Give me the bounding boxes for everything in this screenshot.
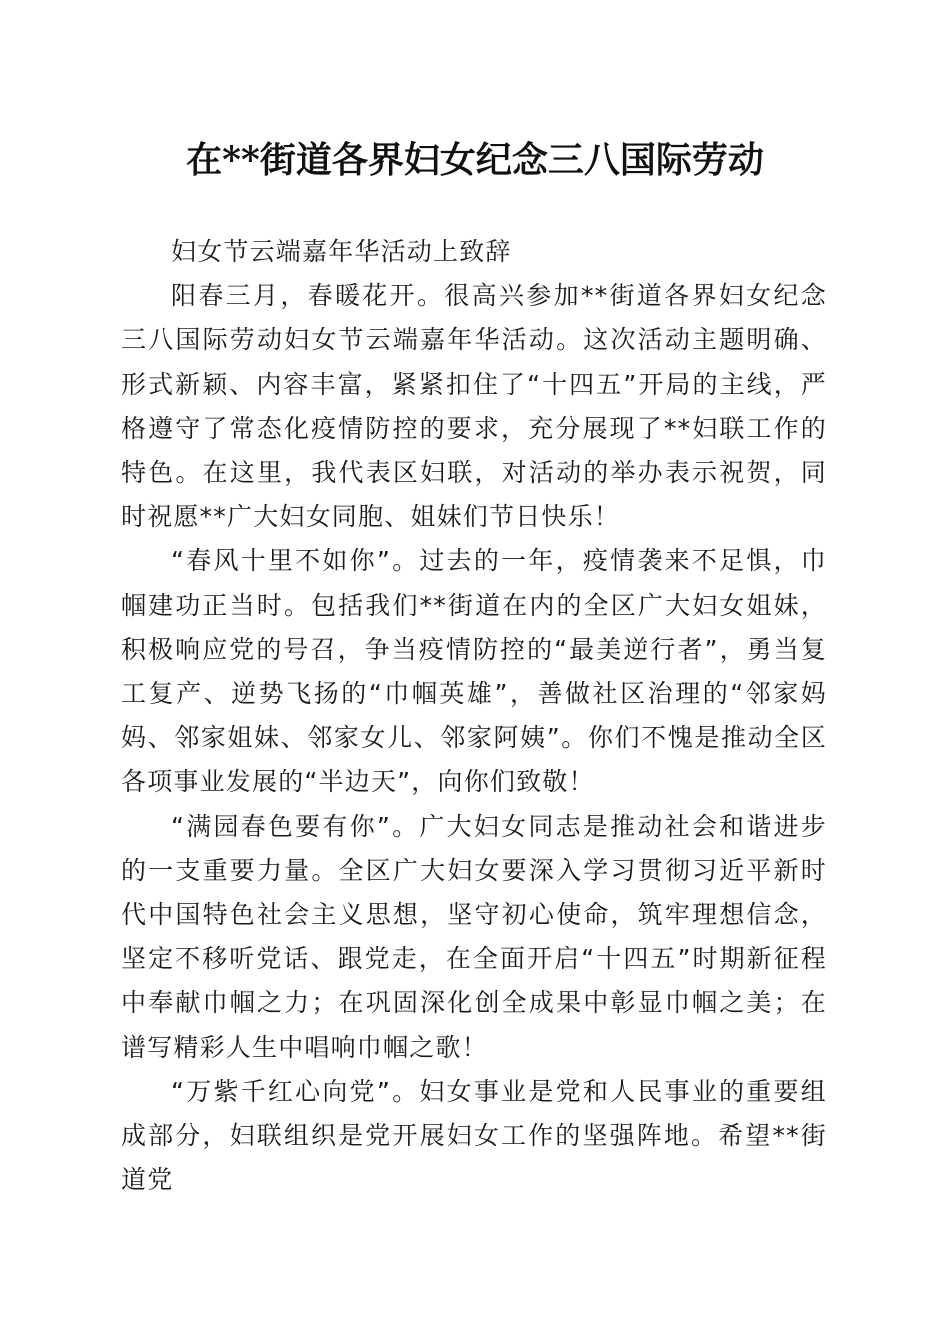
paragraph-opening: 阳春三月，春暖花开。很高兴参加**街道各界妇女纪念三八国际劳动妇女节云端嘉年华活动。这次活动主题明确、形式新颖、内容丰富，紧紧扣住了“十四五”开局的主线，严格遵守了常态化疫情防控的要求，充分展现了**妇联工作的特色。在这里，我代表区妇联，对活动的举办表示祝贺，同时祝愿**广大妇女同胞、姐妹们节日快乐！ (121, 281, 827, 532)
document-body (121, 230, 827, 1202)
paragraph-spring-garden: “满园春色要有你”。广大妇女同志是推动社会和谐进步的一支重要力量。全区广大妇女要深入学习贯彻习近平新时代中国特色社会主义思想，坚守初心使命，筑牢理想信念，坚定不移听党话、跟党走，在全面开启“十四五”时期新征程中奉献巾帼之力；在巩固深化创全成果中彰显巾帼之美；在谱写精彩人生中唱响巾帼之歌！ (121, 811, 827, 1062)
paragraph-spring-breeze: “春风十里不如你”。过去的一年，疫情袭来不足惧，巾帼建功正当时。包括我们**街道在内的全区广大妇女姐妹，积极响应党的号召，争当疫情防控的“最美逆行者”，勇当复工复产、逆势飞扬的“巾帼英雄”，善做社区治理的“邻家妈妈、邻家姐妹、邻家女儿、邻家阿姨”。你们不愧是推动全区各项事业发展的“半边天”，向你们致敬！ (121, 546, 827, 797)
paragraph-heart-to-party: “万紫千红心向党”。妇女事业是党和人民事业的重要组成部分，妇联组织是党开展妇女工作的坚强阵地。希望**街道党 (121, 1076, 827, 1195)
paragraph-subtitle: 妇女节云端嘉年华活动上致辞 (171, 237, 512, 266)
document-title: 在**街道各界妇女纪念三八国际劳动 (186, 139, 764, 181)
